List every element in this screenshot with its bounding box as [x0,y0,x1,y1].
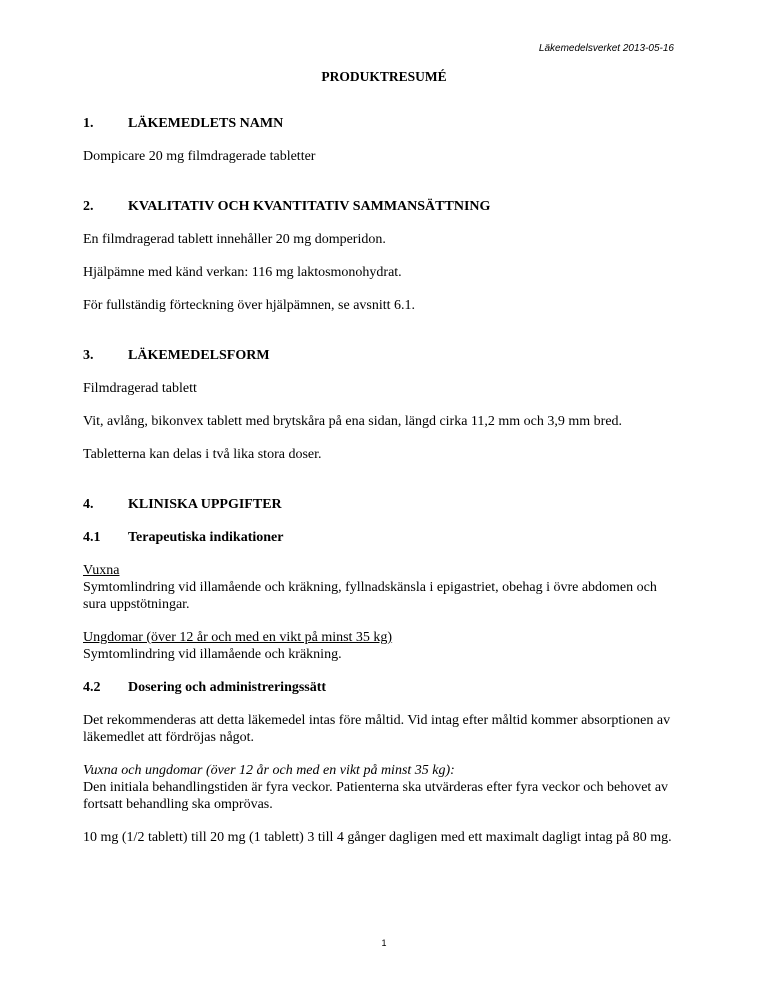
paragraph: En filmdragerad tablett innehåller 20 mg domperidon. [83,232,386,247]
paragraph: 10 mg (1/2 tablett) till 20 mg (1 tablett) 3 till 4 gånger dagligen med ett maximalt dagligt intag på 80 mg. [83,830,672,845]
paragraph: Det rekommenderas att detta läkemedel intas före måltid. Vid intag efter måltid kommer absorptionen av läkemedlet att fördröjas något. [83,713,671,745]
subsection-number: 4.2 [83,680,101,695]
section-1-heading [83,115,683,132]
document-body [83,115,683,846]
subsection-number: 4.1 [83,530,101,545]
section-number: 1. [83,116,94,131]
subsection-title: Terapeutiska indikationer [128,530,284,545]
paragraph-heading: Vuxna [83,563,120,578]
section-title: LÄKEMEDELSFORM [128,348,270,363]
paragraph: Symtomlindring vid illamående och kräkning, fyllnadskänsla i epigastriet, obehag i övre abdomen och sura uppstötningar. [83,580,657,612]
section-4-heading [83,496,683,513]
paragraph: Den initiala behandlingstiden är fyra veckor. Patienterna ska utvärderas efter fyra veckor och behovet av fortsatt behandling ska omprövas. [83,780,669,812]
section-3-heading [83,347,683,364]
paragraph: Tabletterna kan delas i två lika stora doser. [83,447,322,462]
subsection-4-1-heading [83,529,683,546]
section-2-heading [83,198,683,215]
paragraph: Vit, avlång, bikonvex tablett med brytskåra på ena sidan, längd cirka 11,2 mm och 3,9 mm bred. [83,414,623,429]
paragraph: Symtomlindring vid illamående och kräkning. [83,647,342,662]
paragraph-heading: Vuxna och ungdomar (över 12 år och med en vikt på minst 35 kg): [83,763,455,778]
section-number: 3. [83,348,94,363]
paragraph-heading: Ungdomar (över 12 år och med en vikt på minst 35 kg) [83,630,393,645]
paragraph: Dompicare 20 mg filmdragerade tabletter [83,149,316,164]
document-title: PRODUKTRESUMÉ [321,69,447,84]
paragraph: Hjälpämne med känd verkan: 116 mg laktosmonohydrat. [83,265,402,280]
section-number: 2. [83,199,94,214]
paragraph: Filmdragerad tablett [83,381,197,396]
document-header-date: Läkemedelsverket 2013-05-16 [538,43,674,54]
section-title: KLINISKA UPPGIFTER [128,497,282,512]
subsection-4-2-heading [83,679,683,696]
section-number: 4. [83,497,94,512]
section-title: KVALITATIV OCH KVANTITATIV SAMMANSÄTTNING [128,199,491,214]
paragraph: För fullständig förteckning över hjälpämnen, se avsnitt 6.1. [83,298,416,313]
subsection-title: Dosering och administreringssätt [128,680,327,695]
page-number: 1 [381,938,387,948]
section-title: LÄKEMEDLETS NAMN [128,116,284,131]
